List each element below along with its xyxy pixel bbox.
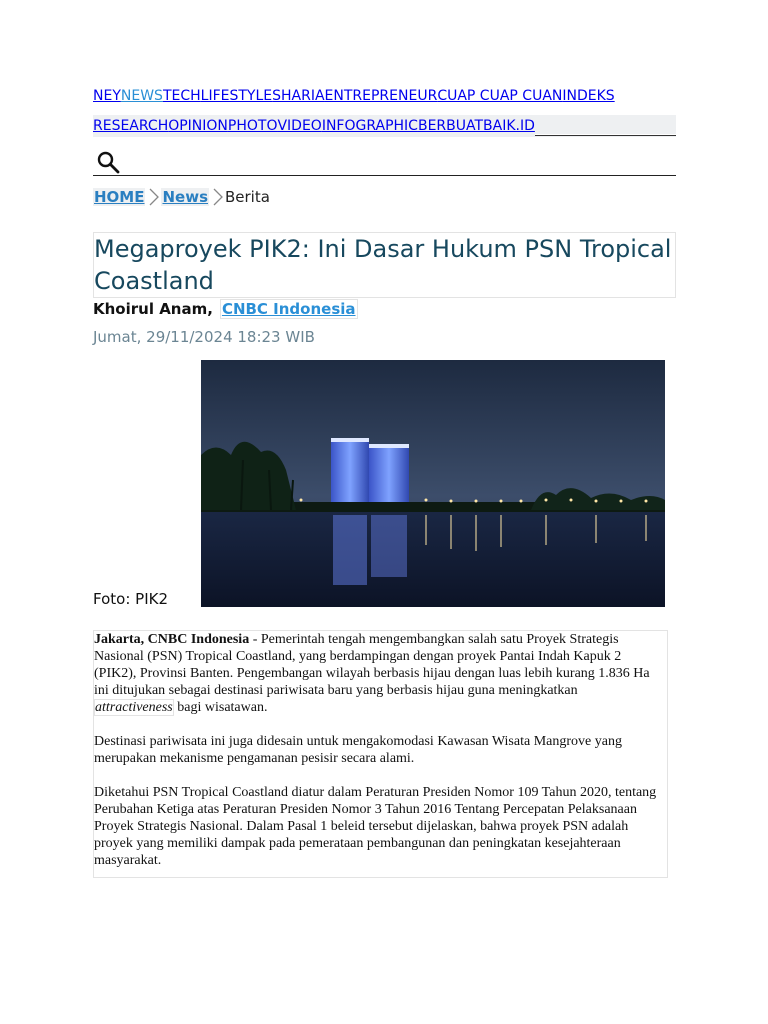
nav-item-cuap-cuap-cuan[interactable]: CUAP CUAP CUAN [437,88,563,104]
article-body [93,630,668,878]
nav-item-video[interactable]: VIDEO [277,118,322,134]
lead-dateline: Jakarta, CNBC Indonesia [94,632,250,647]
nav-item-money[interactable]: NEY [93,88,121,104]
nav-item-sharia[interactable]: SHARIA [272,88,325,104]
article-paragraph: Destinasi pariwisata ini juga didesain untuk mengakomodasi Kawasan Wisata Mangrove yang merupakan mekanisme pengamanan pesisir secara alami. [94,734,622,766]
breadcrumb-home[interactable]: HOME [94,188,145,206]
nav-item-indeks[interactable]: INDEKS [562,88,615,104]
breadcrumb-news[interactable]: News [162,188,208,206]
nav-item-research[interactable]: RESEARCH [93,118,169,134]
search-icon[interactable] [96,150,120,174]
nav-item-berbuatbaik[interactable]: BERBUATBAIK.ID [417,118,535,134]
secondary-nav [93,115,676,137]
primary-nav [93,85,676,107]
nav-item-entrepreneur[interactable]: ENTREPRENEUR [324,88,438,104]
chevron-right-icon [211,187,225,207]
nav-item-lifestyle[interactable]: LIFESTYLE [200,88,273,104]
outlet-link[interactable]: CNBC Indonesia [221,300,356,318]
article-paragraph: Jakarta, CNBC Indonesia - Pemerintah tengah mengembangkan salah satu Proyek Strategis Nasional (PSN) Tropical Coastland, yang berdampingan dengan proyek Pantai Indah Kapuk 2 (PIK2), Provinsi Banten. Pengembangan wilayah berbasis hijau dengan luas lebih kurang 1.836 Ha ini ditujukan sebagai destinasi pariwisata baru yang berbasis hijau guna meningkatkan attractiveness bagi wisatawan. [94,632,650,715]
nav-item-news[interactable]: NEWS [120,88,163,104]
publish-date: Jumat, 29/11/2024 18:23 WIB [93,328,315,346]
byline [93,298,358,320]
search-bar[interactable] [93,146,676,176]
nav-item-tech[interactable]: TECH [162,88,201,104]
nav-item-infographic[interactable]: INFOGRAPHIC [321,118,418,134]
page-title: Megaproyek PIK2: Ini Dasar Hukum PSN Tropical Coastland [93,232,676,298]
article-paragraph: Diketahui PSN Tropical Coastland diatur dalam Peraturan Presiden Nomor 109 Tahun 2020, tentang Perubahan Ketiga atas Peraturan Presiden Nomor 3 Tahun 2016 Tentang Percepatan Pelaksanaan Proyek Strategis Nasional. Dalam Pasal 1 beleid tersebut dijelaskan, bahwa proyek PSN adalah proyek yang memiliki dampak pada pemerataan pembangunan dan peningkatan kesejahteraan masyarakat. [94,785,657,868]
photo-caption: Foto: PIK2 [93,590,168,608]
nav-item-photo[interactable]: PHOTO [227,118,278,134]
author-name: Khoirul Anam, [93,300,213,318]
breadcrumb [93,186,270,208]
chevron-right-icon [147,187,161,207]
article-photo [201,360,665,607]
nav-divider [535,134,676,136]
emphasis-term: attractiveness [95,700,173,715]
breadcrumb-current: Berita [225,188,270,206]
nav-item-opinion[interactable]: OPINION [168,118,228,134]
